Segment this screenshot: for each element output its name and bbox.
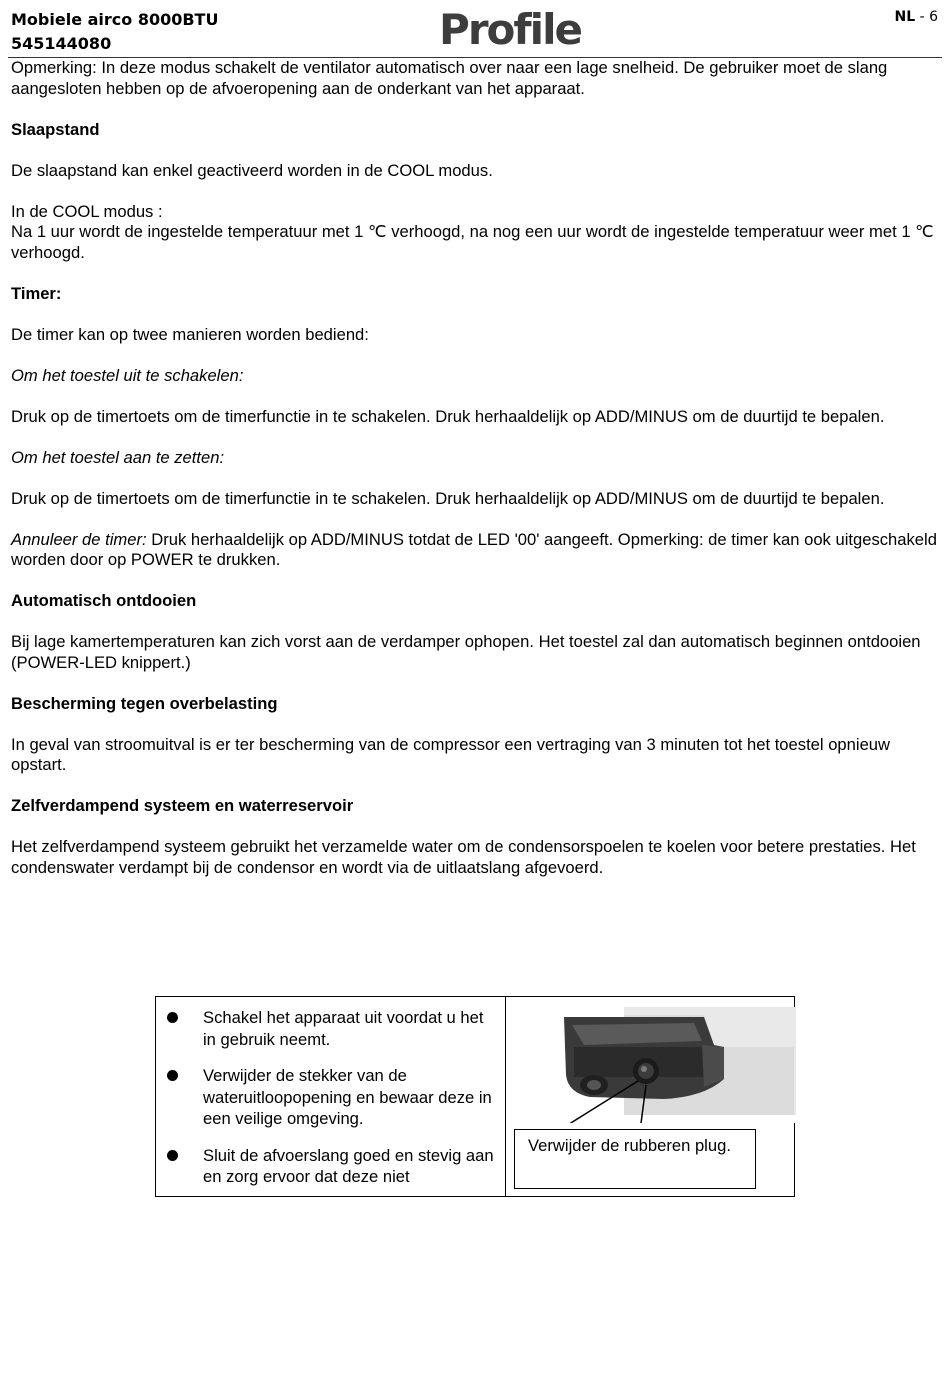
page-indicator bbox=[894, 9, 938, 25]
image-caption: Verwijder de rubberen plug. bbox=[514, 1129, 756, 1189]
page-content bbox=[11, 58, 939, 899]
timer-cancel-label: Annuleer de timer: bbox=[11, 529, 147, 549]
product-code: 545144080 bbox=[11, 34, 112, 53]
notice-bullet-text: Sluit de afvoerslang goed en stevig aan en zorg ervoor dat deze niet bbox=[203, 1145, 494, 1186]
logo-text: Profile bbox=[439, 5, 581, 54]
intro-note: Opmerking: In deze modus schakelt de ventilator automatisch over naar een lage snelheid. De gebruiker moet de slang aangesloten hebben op de afvoeropening aan de onderkant van het apparaat. bbox=[11, 58, 888, 98]
notice-instructions bbox=[156, 997, 506, 1196]
timer-off-label: Om het toestel uit te schakelen: bbox=[11, 365, 244, 385]
page-number: - 6 bbox=[919, 9, 938, 25]
overload-heading: Bescherming tegen overbelasting bbox=[11, 693, 278, 713]
selfevap-heading: Zelfverdampend systeem en waterreservoir bbox=[11, 796, 354, 815]
bullet-icon bbox=[167, 1070, 178, 1081]
sleep-heading: Slaapstand bbox=[11, 119, 100, 139]
cool-mode-label: In de COOL modus : bbox=[11, 201, 163, 221]
notice-bullet-text: Schakel het apparaat uit voordat u het in gebruik neemt. bbox=[203, 1008, 484, 1049]
notice-bullet bbox=[166, 1065, 496, 1130]
bullet-icon bbox=[167, 1012, 178, 1023]
timer-cancel-text: Druk herhaaldelijk op ADD/MINUS totdat de LED '00' aangeeft. Opmerking: de timer kan ook uitgeschakeld worden door op POWER te drukken. bbox=[11, 529, 937, 569]
timer-on-label: Om het toestel aan te zetten: bbox=[11, 447, 225, 467]
language-code: NL bbox=[894, 9, 916, 25]
defrost-heading: Automatisch ontdooien bbox=[11, 591, 197, 610]
notice-bullet bbox=[166, 1007, 496, 1050]
product-name: Mobiele airco 8000BTU bbox=[11, 10, 219, 29]
document-header-left bbox=[11, 8, 218, 56]
cool-mode-paragraph bbox=[11, 202, 939, 264]
overload-text: In geval van stroomuitval is er ter bescherming van de compressor een vertraging van 3 minuten tot het toestel opnieuw opstart. bbox=[11, 734, 891, 774]
notice-bullet-text: Verwijder de stekker van de wateruitloopopening en bewaar deze in een veilige omgeving. bbox=[203, 1066, 492, 1128]
notice-bullet-list bbox=[166, 1007, 496, 1203]
defrost-text: Bij lage kamertemperaturen kan zich vorst aan de verdamper ophopen. Het toestel zal dan automatisch beginnen ontdooien (POWER-LED knippert.) bbox=[11, 632, 921, 672]
selfevap-text: Het zelfverdampend systeem gebruikt het verzamelde water om de condensorspoelen te koelen voor betere prestaties. Het condenswater verdampt bij de condensor en wordt via de uitlaatslang afgevoerd. bbox=[11, 837, 916, 877]
notice-illustration bbox=[506, 997, 794, 1196]
sleep-text: De slaapstand kan enkel geactiveerd worden in de COOL modus. bbox=[11, 160, 493, 180]
notice-bullet bbox=[166, 1145, 496, 1188]
notice-box bbox=[155, 996, 795, 1197]
timer-heading: Timer: bbox=[11, 283, 62, 303]
profile-logo bbox=[420, 4, 600, 56]
timer-intro: De timer kan op twee manieren worden bediend: bbox=[11, 324, 369, 344]
bullet-icon bbox=[167, 1150, 178, 1161]
timer-off-text: Druk op de timertoets om de timerfunctie in te schakelen. Druk herhaaldelijk op ADD/MINUS om de duurtijd te bepalen. bbox=[11, 406, 885, 426]
cool-mode-text: Na 1 uur wordt de ingestelde temperatuur met 1 ℃ verhoogd, na nog een uur wordt de ingestelde temperatuur weer met 1 ℃ verhoogd. bbox=[11, 222, 934, 262]
drain-plug-photo bbox=[554, 1007, 796, 1123]
timer-on-text: Druk op de timertoets om de timerfunctie in te schakelen. Druk herhaaldelijk op ADD/MINUS om de duurtijd te bepalen. bbox=[11, 488, 885, 508]
timer-cancel-paragraph bbox=[11, 530, 939, 571]
